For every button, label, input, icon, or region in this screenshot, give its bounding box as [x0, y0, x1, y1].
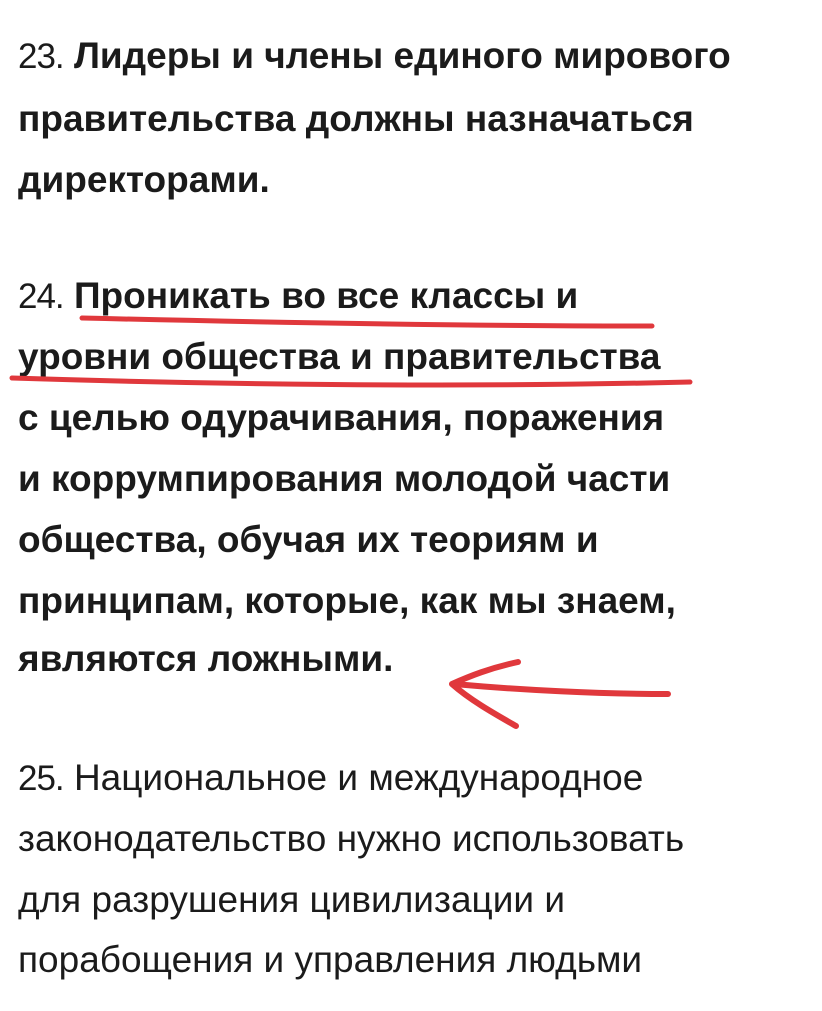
item-24-line-7 [18, 637, 393, 681]
item-24-text: Проникать во все классы и [73, 275, 579, 316]
item-25-line-3 [18, 878, 565, 922]
item-25-line-1 [18, 756, 643, 801]
highlight-red: которые, как мы знаем [244, 580, 666, 621]
highlight-red: поражения [463, 397, 665, 438]
highlight-red: обучая их теориям и [216, 519, 599, 560]
item-24-text: , [223, 580, 245, 621]
item-24-text: уровни общества и правительства [18, 336, 661, 377]
item-23-text: Лидеры и члены единого мирового [73, 35, 731, 76]
item-25-text: Национальное и международное [73, 757, 644, 798]
highlight-red: должны [305, 98, 455, 139]
underline-stroke [12, 378, 690, 385]
item-25-text: для разрушения цивилизации и [18, 879, 565, 920]
item-24-line-6 [18, 579, 676, 623]
item-24-line-5 [18, 518, 599, 562]
item-23-text: директорами. [18, 159, 270, 200]
item-24-line-1 [18, 274, 578, 319]
underline-stroke [82, 318, 652, 326]
item-24-number: 24. [18, 277, 64, 316]
item-23-line-2 [18, 97, 694, 141]
item-24-text: . [383, 638, 394, 679]
item-23-text: назначаться [454, 98, 694, 139]
item-25-line-2 [18, 817, 684, 861]
item-23-line-1 [18, 34, 731, 79]
item-24-text: , [665, 580, 676, 621]
item-25-number: 25. [18, 759, 64, 798]
highlight-red: и коррумпирования молодой части [18, 458, 671, 499]
item-23-text: правительства [18, 98, 296, 139]
item-24-text: , [442, 397, 464, 438]
arrow-icon [452, 662, 668, 726]
highlight-red: принципам [18, 580, 224, 621]
item-24-line-4 [18, 457, 670, 501]
item-23-number: 23. [18, 37, 64, 76]
highlight-red: с целью одурачивания [18, 397, 443, 438]
item-24-line-3 [18, 396, 664, 440]
item-23-text [296, 98, 306, 139]
highlight-gray: являются ложными [18, 638, 384, 679]
item-25-text: порабощения и управления людьми [18, 939, 643, 980]
item-24-line-2 [18, 335, 661, 379]
item-23-line-3 [18, 158, 270, 202]
highlight-red: общества [18, 519, 197, 560]
item-24-text: , [196, 519, 217, 560]
item-25-line-4 [18, 938, 642, 982]
item-25-text: законодательство нужно использовать [18, 818, 685, 859]
